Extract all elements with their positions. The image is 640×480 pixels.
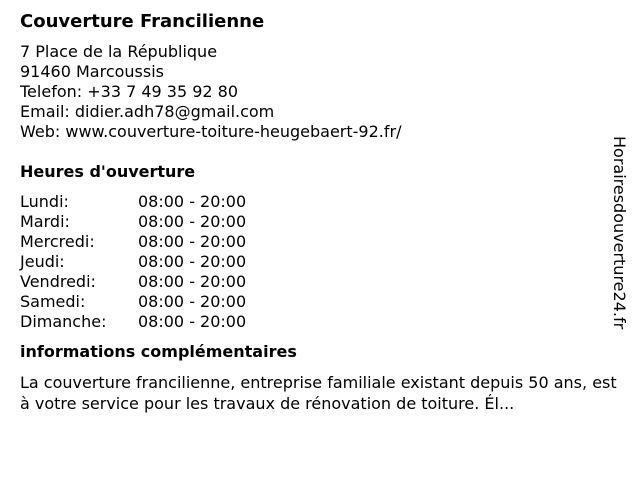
time-range: 08:00 - 20:00 bbox=[138, 272, 247, 291]
hours-row-tuesday bbox=[20, 212, 620, 232]
time-range: 08:00 - 20:00 bbox=[138, 292, 247, 311]
web-line: Web: www.couverture-toiture-heugebaert-92.fr/ bbox=[20, 122, 402, 141]
hours-row-friday bbox=[20, 272, 620, 292]
business-card bbox=[20, 10, 620, 414]
info-description: La couverture francilienne, entreprise familiale existant depuis 50 ans, est à votre service pour les travaux de rénovation de toiture. Él... bbox=[20, 373, 617, 413]
day-label: Vendredi: bbox=[20, 272, 96, 291]
phone-line: Telefon: +33 7 49 35 92 80 bbox=[20, 82, 239, 101]
day-label: Mercredi: bbox=[20, 232, 95, 251]
address-line-2: 91460 Marcoussis bbox=[20, 62, 164, 81]
hours-row-wednesday bbox=[20, 232, 620, 252]
time-range: 08:00 - 20:00 bbox=[138, 192, 247, 211]
day-label: Mardi: bbox=[20, 212, 70, 231]
site-watermark: Horairesdouverture24.fr bbox=[610, 136, 629, 330]
address-line-1: 7 Place de la République bbox=[20, 42, 218, 61]
time-range: 08:00 - 20:00 bbox=[138, 212, 247, 231]
business-name: Couverture Francilienne bbox=[20, 11, 265, 32]
hours-row-sunday bbox=[20, 312, 620, 332]
day-label: Jeudi: bbox=[20, 252, 65, 271]
hours-heading: Heures d'ouverture bbox=[20, 162, 196, 181]
time-range: 08:00 - 20:00 bbox=[138, 232, 247, 251]
day-label: Dimanche: bbox=[20, 312, 107, 331]
hours-row-thursday bbox=[20, 252, 620, 272]
day-label: Lundi: bbox=[20, 192, 69, 211]
info-heading: informations complémentaires bbox=[20, 342, 297, 361]
hours-row-monday bbox=[20, 192, 620, 212]
hours-table bbox=[20, 192, 620, 332]
time-range: 08:00 - 20:00 bbox=[138, 312, 247, 331]
email-line: Email: didier.adh78@gmail.com bbox=[20, 102, 275, 121]
day-label: Samedi: bbox=[20, 292, 86, 311]
time-range: 08:00 - 20:00 bbox=[138, 252, 247, 271]
hours-row-saturday bbox=[20, 292, 620, 312]
